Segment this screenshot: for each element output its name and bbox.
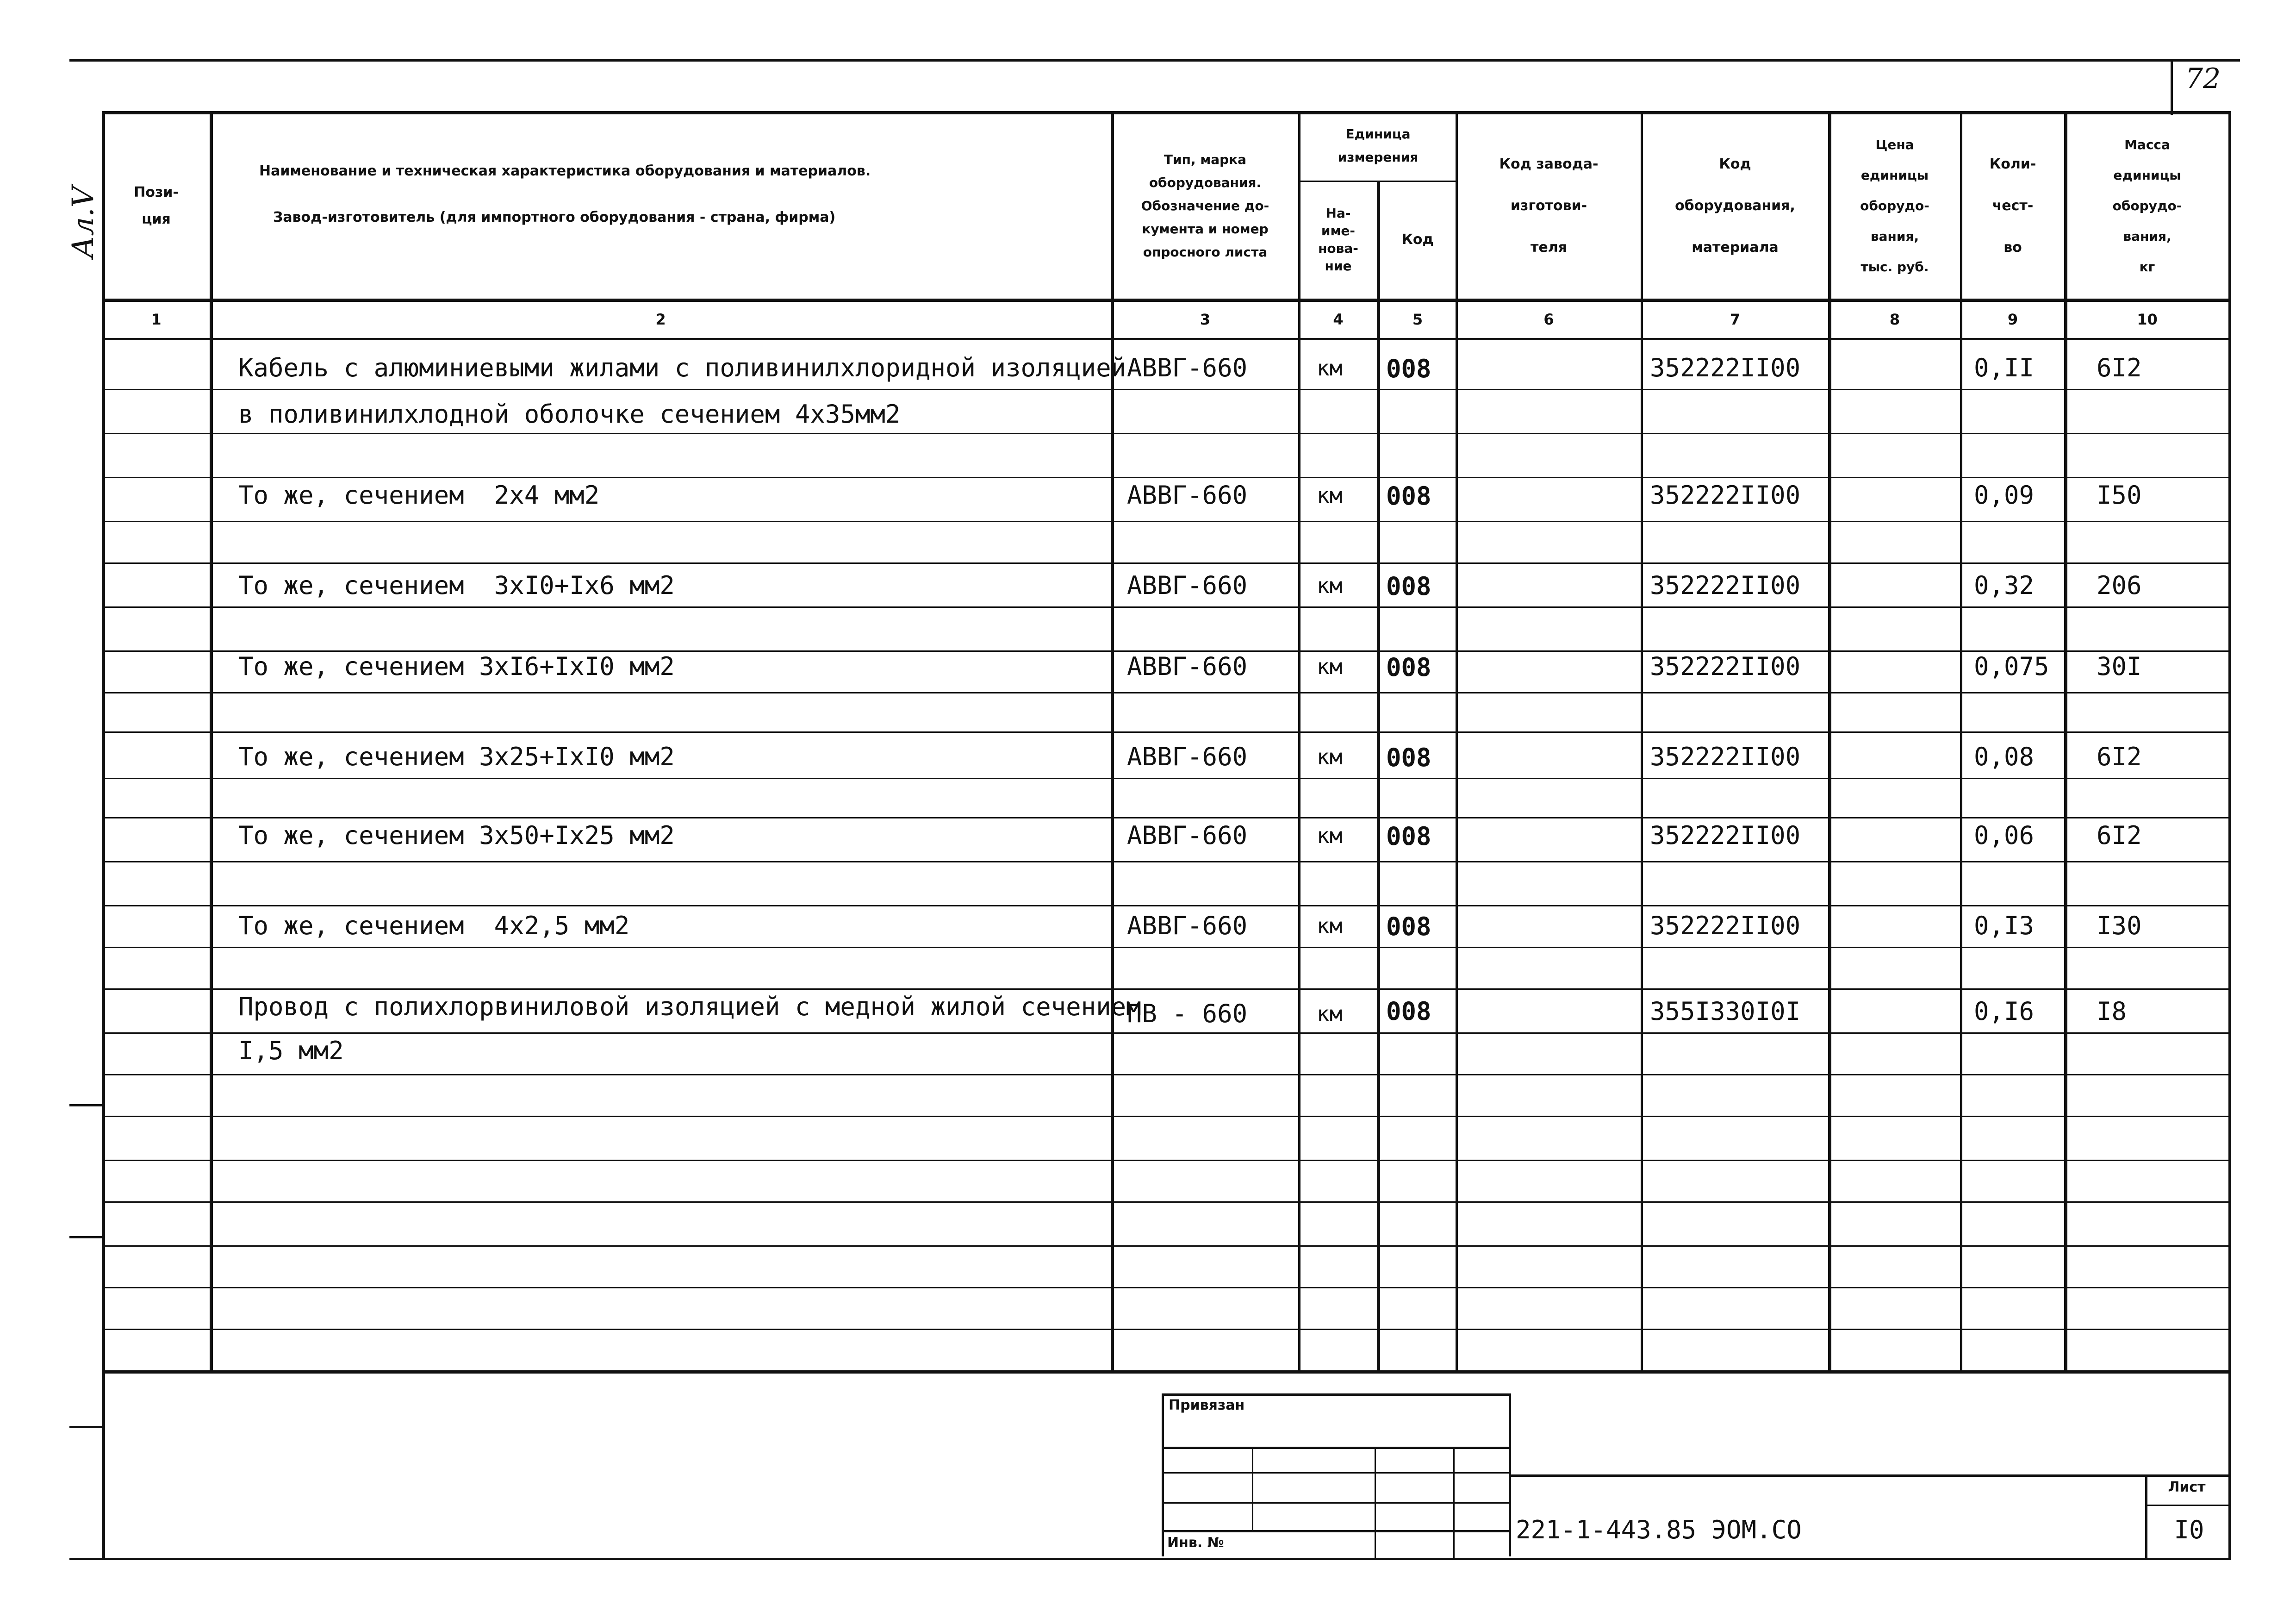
margin-tick xyxy=(69,1426,102,1428)
col-number: 1 xyxy=(151,311,162,328)
row-line xyxy=(102,947,2228,948)
row-code: 008 xyxy=(1386,743,1431,772)
header-unit-name: На- име- нова- ние xyxy=(1318,205,1358,274)
sheet-box-line xyxy=(2145,1505,2228,1506)
row-quantity: 0,32 xyxy=(1974,571,2035,600)
row-line xyxy=(102,692,2228,693)
table-bottom xyxy=(102,1370,2228,1374)
col-number: 2 xyxy=(655,311,666,328)
sheet-box-line xyxy=(2145,1474,2147,1558)
side-annotation: Ал.V xyxy=(66,186,100,258)
row-line xyxy=(102,389,2228,390)
row-name: То же, сечением 3х25+IхI0 мм2 xyxy=(238,742,675,771)
row-code: 008 xyxy=(1386,997,1431,1026)
margin-tick xyxy=(69,1236,102,1238)
row-code: 008 xyxy=(1386,572,1431,601)
row-equipment-code: 352222II00 xyxy=(1650,571,1801,600)
row-unit: км xyxy=(1317,356,1343,381)
col-number: 10 xyxy=(2137,311,2158,328)
row-type: АВВГ-660 xyxy=(1127,652,1248,681)
header-manufacturer-code: Код завода- изготови- теля xyxy=(1499,156,1599,256)
col-line xyxy=(1377,181,1380,1373)
row-line xyxy=(102,731,2228,733)
row-line xyxy=(102,1032,2228,1034)
row-type: АВВГ-660 xyxy=(1127,571,1248,600)
unit-subheader-line xyxy=(1298,181,1456,182)
row-mass: 206 xyxy=(2097,571,2142,600)
header-name: Наименование и техническая характеристика оборудования и материалов. xyxy=(259,163,871,179)
row-equipment-code: 352222II00 xyxy=(1650,742,1801,771)
row-quantity: 0,I6 xyxy=(1974,997,2035,1026)
stamp-inv-label: Инв. № xyxy=(1167,1535,1224,1551)
row-quantity: 0,075 xyxy=(1974,652,2049,681)
row-line xyxy=(102,1116,2228,1117)
row-unit: км xyxy=(1317,744,1343,769)
row-quantity: 0,II xyxy=(1974,353,2035,382)
row-mass: 6I2 xyxy=(2097,821,2142,850)
row-line xyxy=(102,562,2228,564)
row-equipment-code: 352222II00 xyxy=(1650,652,1801,681)
row-code: 008 xyxy=(1386,354,1431,383)
row-name: То же, сечением 2х4 мм2 xyxy=(238,481,600,510)
document-code: 221-1-443.85 ЭОМ.СО xyxy=(1516,1515,1802,1544)
row-equipment-code: 355I330I0I xyxy=(1650,997,1801,1026)
doc-code-line xyxy=(1511,1474,2228,1477)
header-unit: Единица измерения xyxy=(1338,126,1419,165)
row-name: То же, сечением 3хI6+IхI0 мм2 xyxy=(238,652,675,681)
col-number: 8 xyxy=(1889,311,1900,328)
row-type: ПВ - 660 xyxy=(1127,999,1248,1028)
row-line xyxy=(102,1329,2228,1330)
header-type: Тип, марка оборудования. Обозначение до- кумента и номер опросного листа xyxy=(1141,152,1269,260)
page-number-box xyxy=(2171,59,2173,115)
row-name-cont: I,5 мм2 xyxy=(238,1036,344,1065)
row-line xyxy=(102,1201,2228,1203)
sheet-label: Лист xyxy=(2168,1479,2206,1495)
row-name: Провод с полихлорвиниловой изоляцией с медной жилой сечением xyxy=(238,992,1141,1021)
row-mass: I50 xyxy=(2097,481,2142,510)
row-line xyxy=(102,988,2228,990)
page-number: 72 xyxy=(2185,62,2221,95)
row-line xyxy=(102,433,2228,434)
header-mass: Масса единицы оборудо- вания, кг xyxy=(2112,137,2182,275)
col-number: 4 xyxy=(1333,311,1344,328)
row-name: То же, сечением 4х2,5 мм2 xyxy=(238,911,630,940)
col-number: 9 xyxy=(2007,311,2018,328)
frame-bottom xyxy=(69,1558,2231,1560)
row-mass: I30 xyxy=(2097,911,2142,940)
row-name: То же, сечением 3х50+Iх25 мм2 xyxy=(238,821,675,850)
row-mass: 6I2 xyxy=(2097,353,2142,382)
row-type: АВВГ-660 xyxy=(1127,821,1248,850)
header-quantity: Коли- чест- во xyxy=(1989,156,2036,256)
row-quantity: 0,09 xyxy=(1974,481,2035,510)
row-equipment-code: 352222II00 xyxy=(1650,821,1801,850)
row-code: 008 xyxy=(1386,912,1431,941)
row-equipment-code: 352222II00 xyxy=(1650,353,1801,382)
row-type: АВВГ-660 xyxy=(1127,481,1248,510)
row-type: АВВГ-660 xyxy=(1127,353,1248,382)
row-quantity: 0,I3 xyxy=(1974,911,2035,940)
frame-top xyxy=(102,111,2231,114)
frame-right xyxy=(2228,111,2231,1558)
row-mass: 6I2 xyxy=(2097,742,2142,771)
stamp-line xyxy=(1162,1502,1511,1504)
row-line xyxy=(102,817,2228,818)
header-price: Цена единицы оборудо- вания, тыс. руб. xyxy=(1860,137,1929,275)
row-line xyxy=(102,1287,2228,1288)
row-mass: 30I xyxy=(2097,652,2142,681)
row-type: АВВГ-660 xyxy=(1127,742,1248,771)
row-line xyxy=(102,521,2228,522)
stamp-col-line xyxy=(1375,1447,1376,1558)
header-bottom xyxy=(102,299,2228,302)
stamp-bound-label: Привязан xyxy=(1169,1397,1245,1413)
top-border xyxy=(69,59,2240,62)
margin-tick xyxy=(69,1104,102,1106)
header-equipment-code: Код оборудования, материала xyxy=(1675,156,1795,256)
row-code: 008 xyxy=(1386,653,1431,682)
row-quantity: 0,06 xyxy=(1974,821,2035,850)
row-line xyxy=(102,778,2228,779)
col-number: 6 xyxy=(1543,311,1554,328)
row-line xyxy=(102,905,2228,906)
row-code: 008 xyxy=(1386,822,1431,851)
row-mass: I8 xyxy=(2097,997,2127,1026)
stamp-col-line xyxy=(1252,1447,1253,1530)
row-name: То же, сечением 3хI0+Iх6 мм2 xyxy=(238,571,675,600)
row-code: 008 xyxy=(1386,481,1431,511)
row-unit: км xyxy=(1317,573,1343,598)
row-line xyxy=(102,477,2228,478)
row-name-cont: в поливинилхлодной оболочке сечением 4х35мм2 xyxy=(238,400,901,429)
row-unit: км xyxy=(1317,1001,1343,1026)
row-quantity: 0,08 xyxy=(1974,742,2035,771)
row-line xyxy=(102,1074,2228,1075)
stamp-line xyxy=(1162,1530,1511,1532)
row-line xyxy=(102,1245,2228,1247)
stamp-col-line xyxy=(1453,1447,1455,1558)
row-unit: км xyxy=(1317,823,1343,848)
sheet-number: I0 xyxy=(2174,1515,2204,1544)
col-number: 3 xyxy=(1200,311,1211,328)
row-equipment-code: 352222II00 xyxy=(1650,481,1801,510)
numbers-bottom xyxy=(102,338,2228,340)
row-unit: км xyxy=(1317,913,1343,938)
row-line xyxy=(102,1160,2228,1161)
row-name: Кабель с алюминиевыми жилами с поливинилхлоридной изоляцией xyxy=(238,353,1126,382)
row-line xyxy=(102,606,2228,608)
col-number: 5 xyxy=(1412,311,1423,328)
row-equipment-code: 352222II00 xyxy=(1650,911,1801,940)
header-position: Пози- ция xyxy=(134,184,179,227)
stamp-line xyxy=(1162,1447,1511,1449)
row-unit: км xyxy=(1317,483,1343,508)
stamp-line xyxy=(1162,1472,1511,1474)
row-type: АВВГ-660 xyxy=(1127,911,1248,940)
col-number: 7 xyxy=(1730,311,1741,328)
header-name-line2: Завод-изготовитель (для импортного оборудования - страна, фирма) xyxy=(273,209,836,225)
row-line xyxy=(102,861,2228,862)
header-unit-code: Код xyxy=(1401,231,1434,248)
row-unit: км xyxy=(1317,654,1343,679)
